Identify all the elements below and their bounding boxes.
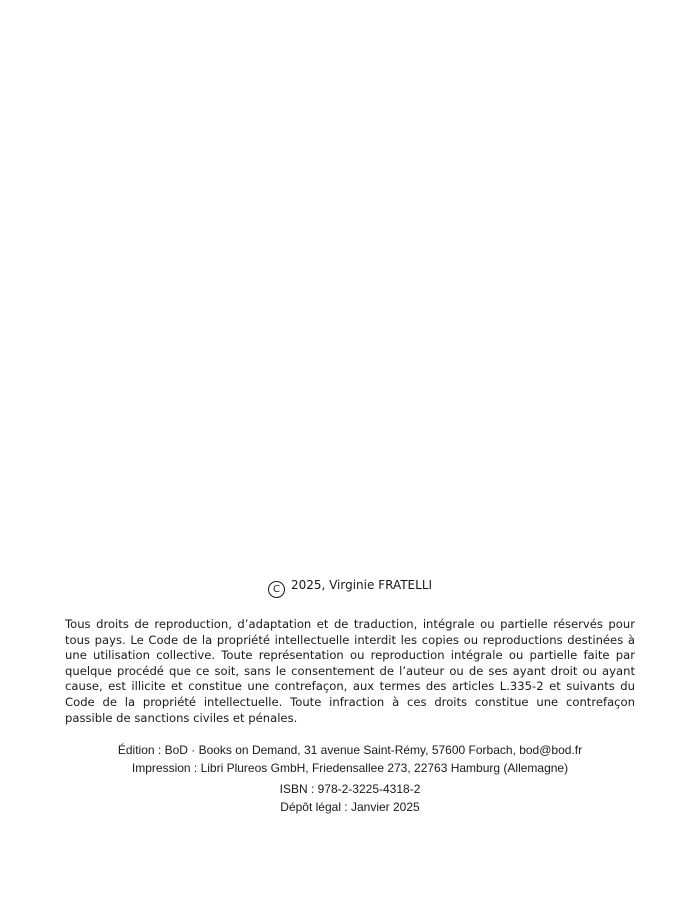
isbn-line: ISBN : 978-2-3225-4318-2 — [279, 782, 421, 796]
rights-notice: Tous droits de reproduction, d’adaptation et de traduction, intégrale ou partielle réservés pour tous pays. Le Code de la propriété intellectuelle interdit les copies ou reproductions destinées à une utilisation collective. Toute représentation ou reproduction intégrale ou partielle faite par quelque procédé que ce soit, sans le consentement de l’auteur ou de ses ayant droit ou ayant cause, est illicite et constitue une contrefaçon, aux termes des articles L.335-2 et suivants du Code de la propriété intellectuelle. Toute infraction à ces droits constitue une contrefaçon passible de sanctions civiles et pénales. — [65, 617, 635, 725]
publisher-info — [0, 742, 700, 777]
edition-line: Édition : BoD · Books on Demand, 31 avenue Saint-Rémy, 57600 Forbach, bod@bod.fr — [117, 743, 583, 757]
printing-line: Impression : Libri Plureos GmbH, Friedensallee 273, 22763 Hamburg (Allemagne) — [131, 760, 569, 775]
copyright-text: 2025, Virginie FRATELLI — [290, 578, 433, 592]
copyright-line — [0, 576, 700, 598]
legal-info — [0, 781, 700, 816]
legal-deposit-line: Dépôt légal : Janvier 2025 — [280, 799, 420, 814]
copyright-icon: C — [268, 581, 285, 598]
